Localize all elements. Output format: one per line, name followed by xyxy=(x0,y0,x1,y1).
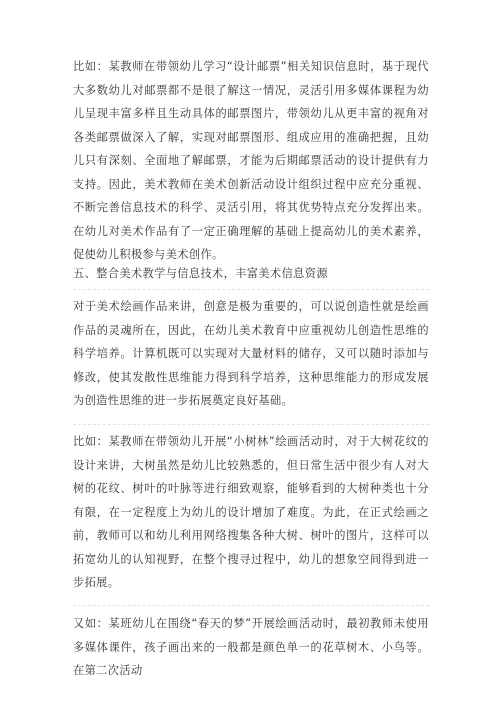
paragraph-creativity: 对于美术绘画作品来讲，创意是极为重要的，可以说创造性就是绘画作品的灵魂所在，因此，在幼儿美术教育中应重视幼儿创造性思维的科学培养。计算机既可以实现对大量材料的储存，又可以随时添加与修改，使其发散性思维能力得到科学培养，这种思维能力的形成发展为创造性思维的进一步拓展奠定良好基础。 xyxy=(73,300,429,407)
divider xyxy=(73,424,429,425)
divider xyxy=(73,605,429,606)
paragraph-stamp-design-example: 比如：某教师在带领幼儿学习“设计邮票”相关知识信息时，基于现代大多数幼儿对邮票都不是很了解这一情况，灵活引用多媒体课程为幼儿呈现丰富多样且生动具体的邮票图片，带领幼儿从更丰富的视角对各类邮票做深入了解，实现对邮票图形、组成应用的准确把握，且幼儿只有深刻、全面地了解邮票，才能为后期邮票活动的设计提供有力支持。因此，美术教师在美术创新活动设计组织过程中应充分重视、不断完善信息技术的科学、灵活引用，将其优势特点充分发挥出来。在幼儿对美术作品有了一定正确理解的基础上提高幼儿的美术素养，促使幼儿积极参与美术创作。 xyxy=(73,60,429,261)
section-heading: 五、整合美术教学与信息技术，丰富美术信息资源 xyxy=(73,267,328,280)
paragraph-spring-dream-example: 又如：某班幼儿在围绕“春天的梦”开展绘画活动时，最初教师未使用多媒体课件，孩子画出来的一般都是颜色单一的花草树木、小鸟等。在第二次活动 xyxy=(73,617,429,677)
divider xyxy=(73,289,429,290)
paragraph-small-forest-example: 比如：某教师在带领幼儿开展“小树林”绘画活动时，对于大树花纹的设计来讲，大树虽然是幼儿比较熟悉的，但日常生活中很少有人对大树的花纹、树叶的叶脉等进行细致观察，能够看到的大树种类也十分有限，在一定程度上为幼儿的设计增加了难度。为此，在正式绘画之前，教师可以和幼儿利用网络搜集各种大树、树叶的图片，这样可以拓宽幼儿的认知视野，在整个搜寻过程中，幼儿的想象空间得到进一步拓展。 xyxy=(73,435,429,589)
